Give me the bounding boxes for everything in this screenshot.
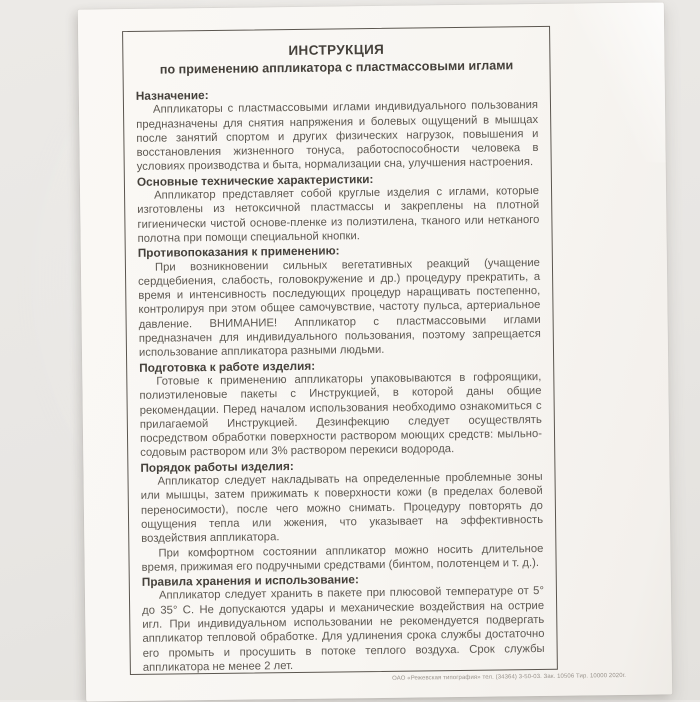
section-podgotovka	[139, 356, 542, 461]
section-paragraph: Аппликаторы с пластмассовыми иглами индивидуального пользования предназначены для снятия напряжения и болевых ощущений в мышцах после занятий спортом и других физических нагрузок, повышения и восстановления жизненного тонуса, работоспособности человека в условиях производства и быта, нормализации сна, улучшения настроения.	[136, 99, 539, 174]
section-pravila-hraneniya	[142, 570, 545, 675]
section-heading: Правила хранения и использование:	[141, 572, 359, 589]
section-tech-harakteristiki	[137, 170, 540, 246]
section-paragraph: При возникновении сильных вегетативных реакций (учащение сердцебиения, слабость, головокружение и др.) процедуру прекратить, а время и интенсивность последующих процедур наращивать постепенно, контролируя при этом общее самочувствие, частоту пульса, артериальное давление. ВНИМАНИЕ! Аппликатор с пластмассовыми иглами предназначен для индивидуального пользования, поэтому запрещается использование аппликатора разными людьми.	[138, 256, 541, 360]
document-subtitle: по применению аппликатора с пластмассовыми иглами	[159, 58, 514, 77]
document-title: ИНСТРУКЦИЯ	[288, 41, 385, 59]
section-paragraph: Аппликатор следует накладывать на определенные проблемные зоны или мышцы, затем прижимать к поверхности кожи (в пределах болевой переносимости), после чего можно снимать. Процедуру повторять до ощущения тепла или жжения, что указывает на эффективность воздействия аппликатора.	[140, 470, 544, 546]
print-footer: ОАО «Режевская типография» тел. (34364) 3-50-03. Зак. 10506 Тир. 10000 2020г.	[392, 672, 627, 682]
section-heading: Подготовка к работе изделия:	[139, 358, 316, 375]
section-paragraph: Аппликатор следует хранить в пакете при плюсовой температуре от 5° до 35° С. Не допускаются удары и механические воздействия на острие игл. При индивидуальном использовании не рекомендуется подвергать аппликатор тепловой обработке. Для удлинения срока службы достаточно его промыть и просушить в потоке теплого воздуха. Срок службы аппликатора не менее 2 лет.	[142, 585, 545, 674]
section-heading: Назначение:	[135, 88, 209, 103]
section-protivopokazaniya	[138, 241, 541, 360]
section-naznachenie	[136, 84, 539, 175]
section-poryadok-raboty	[140, 456, 543, 575]
section-paragraph: Аппликатор представляет собой круглые изделия с иглами, которые изготовлены из нетоксичной пластмассы и закреплены на плотной гигиенически чистой основе-пленке из полиэтилена, тканого или нетканого полотна при помощи специальной кнопки.	[137, 185, 540, 245]
section-heading: Противопоказания к применению:	[137, 243, 340, 261]
section-heading: Основные технические характеристики:	[136, 171, 374, 189]
section-paragraph: При комфортном состоянии аппликатор можно носить длительное время, прижимая его подручными средствами (бинтом, полотенцем и т. д.).	[141, 542, 544, 574]
section-paragraph: Готовые к применению аппликаторы упаковываются в гофроящики, полиэтиленовые пакеты с Инструкцией, в которой даны общие рекомендации. Перед началом использования необходимо ознакомиться с прилагаемой Инструкцией. Дезинфекцию следует осуществлять посредством обработки поверхности раствором моющих средств: мыльно-содовым раствором или 3% раствором перекиси водорода.	[139, 370, 543, 460]
document-frame	[122, 26, 558, 675]
section-heading: Порядок работы изделия:	[140, 458, 294, 475]
paper-sheet	[78, 2, 672, 701]
